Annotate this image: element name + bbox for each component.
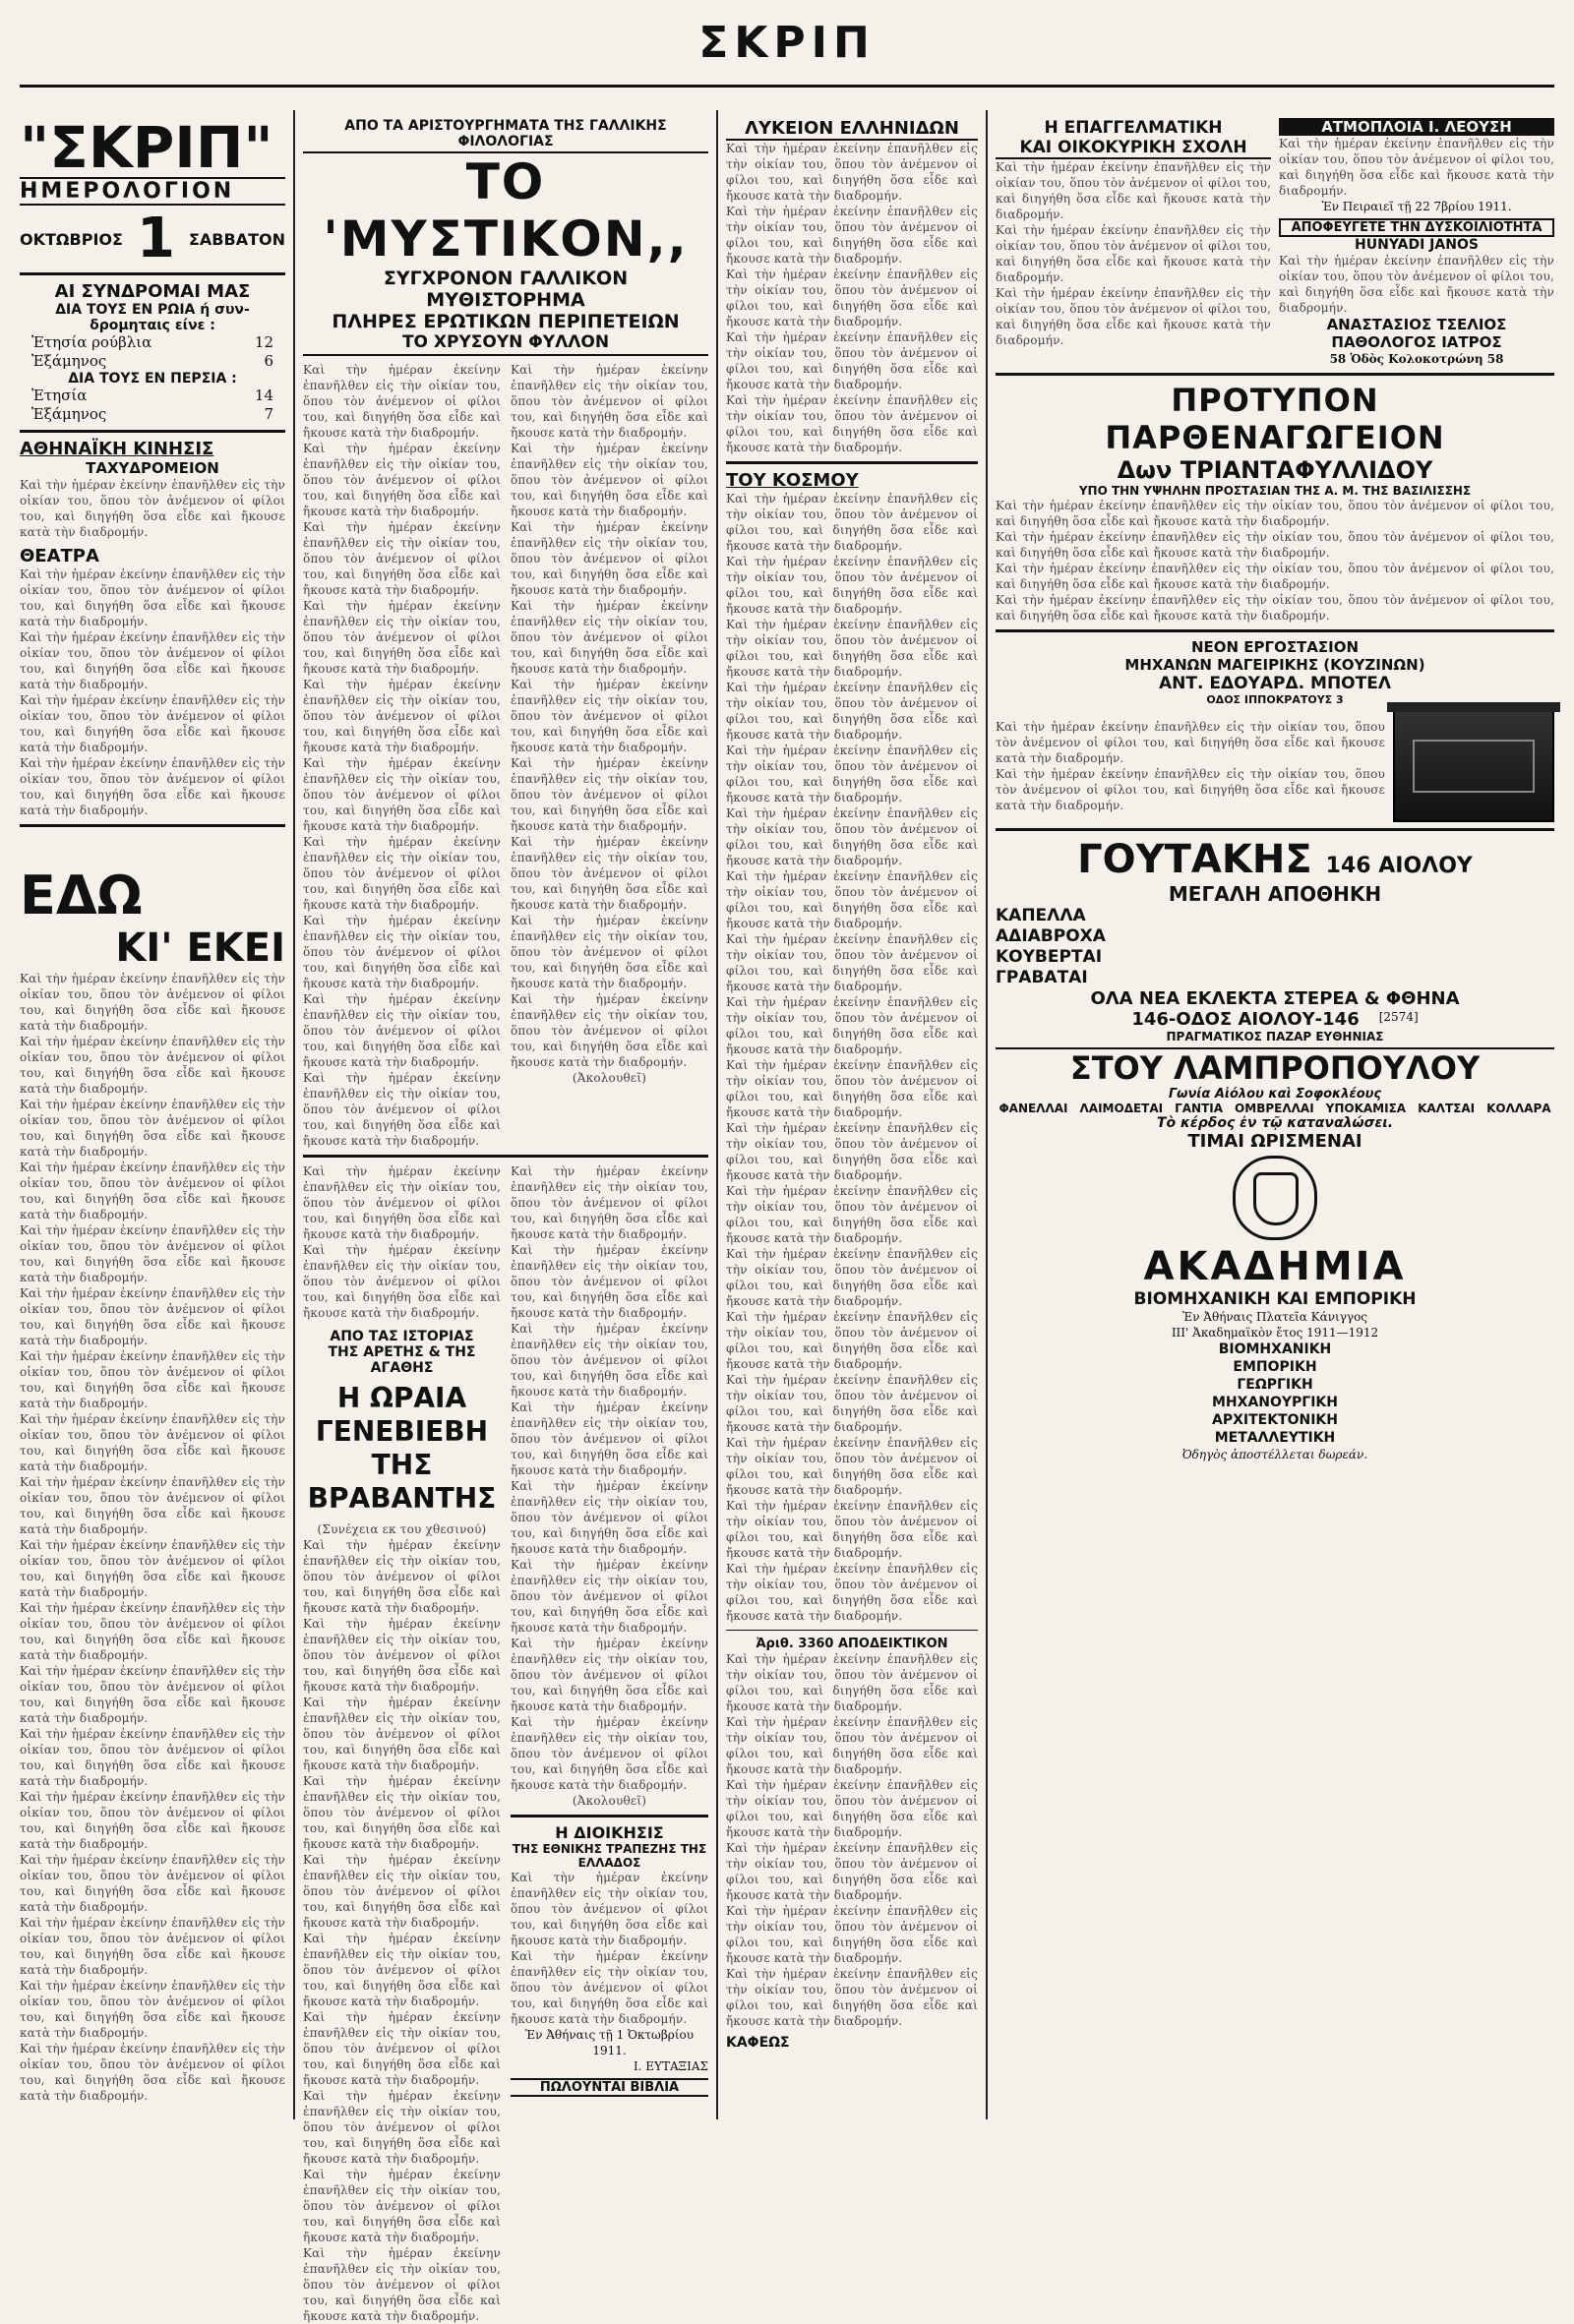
story-kicker: ΑΠΟ ΤΑΣ ΙΣΤΟΡΙΑΣ xyxy=(330,1329,474,1344)
store-item: ΚΟΥΒΕΡΤΑΙ xyxy=(996,947,1103,967)
body-text: Καὶ τὴν ἡμέραν ἐκείνην ἐπανῆλθεν εἰς τὴν οἰκίαν του, ὅπου τὸν ἀνέμενον οἱ φίλοι του, καὶ διηγήθη ὅσα εἶδε καὶ ἤκουσε κατὰ τὴν διαδρομήν. xyxy=(996,530,1554,560)
body-text: Καὶ τὴν ἡμέραν ἐκείνην ἐπανῆλθεν εἰς τὴν οἰκίαν του, ὅπου τὸν ἀνέμενον οἱ φίλοι του, καὶ διηγήθη ὅσα εἶδε καὶ ἤκουσε κατὰ τὴν διαδρομήν. xyxy=(303,1696,501,1772)
body-text: Καὶ τὴν ἡμέραν ἐκείνην ἐπανῆλθεν εἰς τὴν οἰκίαν του, ὅπου τὸν ἀνέμενον οἱ φίλοι του, καὶ διηγήθη ὅσα εἶδε καὶ ἤκουσε κατὰ τὴν διαδρομήν. xyxy=(996,562,1554,591)
column-divider xyxy=(716,110,718,2119)
ferry-ad xyxy=(1279,118,1554,367)
story-note: (Συνέχεια εκ του χθεσινού) xyxy=(317,1522,487,1536)
body-text: Καὶ τὴν ἡμέραν ἐκείνην ἐπανῆλθεν εἰς τὴν οἰκίαν του, ὅπου τὸν ἀνέμενον οἱ φίλοι του, καὶ διηγήθη ὅσα εἶδε καὶ ἤκουσε κατὰ τὴν διαδρομήν. xyxy=(511,363,708,440)
body-text: Καὶ τὴν ἡμέραν ἐκείνην ἐπανῆλθεν εἰς τὴν οἰκίαν του, ὅπου τὸν ἀνέμενον οἱ φίλοι του, καὶ διηγήθη ὅσα εἶδε καὶ ἤκουσε κατὰ τὴν διαδρομήν. xyxy=(303,2168,501,2244)
body-text: Καὶ τὴν ἡμέραν ἐκείνην ἐπανῆλθεν εἰς τὴν οἰκίαν του, ὅπου τὸν ἀνέμενον οἱ φίλοι του, καὶ διηγήθη ὅσα εἶδε καὶ ἤκουσε κατὰ τὴν διαδρομήν. xyxy=(511,1715,708,1792)
kiekei-head: ΚΙ' ΕΚΕΙ xyxy=(115,925,285,971)
academy-list-item: ΜΗΧΑΝΟΥΡΓΙΚΗ xyxy=(1212,1395,1338,1410)
text-column xyxy=(303,362,501,1149)
doctor-title: ΠΑΘΟΛΟΓΟΣ ΙΑΤΡΟΣ xyxy=(1331,333,1502,351)
column-1 xyxy=(20,114,285,2129)
royal-crest-icon xyxy=(1233,1156,1317,1240)
top-ads xyxy=(996,118,1554,367)
body-text: Καὶ τὴν ἡμέραν ἐκείνην ἐπανῆλθεν εἰς τὴν οἰκίαν του, ὅπου τὸν ἀνέμενον οἱ φίλοι του, καὶ διηγήθη ὅσα εἶδε καὶ ἤκουσε κατὰ τὴν διαδρομήν. xyxy=(303,520,501,597)
body-text: Καὶ τὴν ἡμέραν ἐκείνην ἐπανῆλθεν εἰς τὴν οἰκίαν του, ὅπου τὸν ἀνέμενον οἱ φίλοι του, καὶ διηγήθη ὅσα εἶδε καὶ ἤκουσε κατὰ τὴν διαδρομήν. xyxy=(20,1916,285,1977)
feature-deck: ΤΟ ΧΡΥΣΟΥΝ ΦΥΛΛΟΝ xyxy=(303,332,708,356)
store-head: ΜΕΓΑΛΗ ΑΠΟΘΗΚΗ xyxy=(1168,882,1382,906)
story-body xyxy=(303,1163,708,2324)
store-address-row xyxy=(996,1009,1554,1030)
divider xyxy=(20,272,285,275)
school-head: ΚΑΙ ΟΙΚΟΚΥΡΙΚΗ ΣΧΟΛΗ xyxy=(996,138,1271,159)
body-text: Καὶ τὴν ἡμέραν ἐκείνην ἐπανῆλθεν εἰς τὴν οἰκίαν του, ὅπου τὸν ἀνέμενον οἱ φίλοι του, καὶ διηγήθη ὅσα εἶδε καὶ ἤκουσε κατὰ τὴν διαδρομήν. xyxy=(726,995,978,1056)
divider xyxy=(726,461,978,464)
date-day: 1 xyxy=(136,207,175,270)
divider xyxy=(996,828,1554,831)
body-text: Καὶ τὴν ἡμέραν ἐκείνην ἐπανῆλθεν εἰς τὴν οἰκίαν του, ὅπου τὸν ἀνέμενον οἱ φίλοι του, καὶ διηγήθη ὅσα εἶδε καὶ ἤκουσε κατὰ τὴν διαδρομήν. xyxy=(511,1400,708,1477)
body-text: Καὶ τὴν ἡμέραν ἐκείνην ἐπανῆλθεν εἰς τὴν οἰκίαν του, ὅπου τὸν ἀνέμενον οἱ φίλοι του, καὶ διηγήθη ὅσα εἶδε καὶ ἤκουσε κατὰ τὴν διαδρομήν. xyxy=(303,1071,501,1148)
body-text: Καὶ τὴν ἡμέραν ἐκείνην ἐπανῆλθεν εἰς τὴν οἰκίαν του, ὅπου τὸν ἀνέμενον οἱ φίλοι του, καὶ διηγήθη ὅσα εἶδε καὶ ἤκουσε κατὰ τὴν διαδρομήν. xyxy=(726,492,978,553)
store-subline: ΠΡΑΓΜΑΤΙΚΟΣ ΠΑΖΑΡ ΕΥΘΗΝΙΑΣ xyxy=(1166,1030,1384,1043)
academy-footer: Ὀδηγὸς ἀποστέλλεται δωρεάν. xyxy=(1181,1448,1368,1461)
body-text: Καὶ τὴν ἡμέραν ἐκείνην ἐπανῆλθεν εἰς τὴν οἰκίαν του, ὅπου τὸν ἀνέμενον οἱ φίλοι του, καὶ διηγήθη ὅσα εἶδε καὶ ἤκουσε κατὰ τὴν διαδρομήν. xyxy=(20,567,285,628)
school-head: Η ΕΠΑΓΓΕΛΜΑΤΙΚΗ xyxy=(1044,118,1223,138)
body-text: Καὶ τὴν ἡμέραν ἐκείνην ἐπανῆλθεν εἰς τὴν οἰκίαν του, ὅπου τὸν ἀνέμενον οἱ φίλοι του, καὶ διηγήθη ὅσα εἶδε καὶ ἤκουσε κατὰ τὴν διαδρομήν. xyxy=(726,1652,978,1713)
body-text: Καὶ τὴν ἡμέραν ἐκείνην ἐπανῆλθεν εἰς τὴν οἰκίαν του, ὅπου τὸν ἀνέμενον οἱ φίλοι του, καὶ διηγήθη ὅσα εἶδε καὶ ἤκουσε κατὰ τὴν διαδρομήν. xyxy=(996,160,1271,221)
body-text: Καὶ τὴν ἡμέραν ἐκείνην ἐπανῆλθεν εἰς τὴν οἰκίαν του, ὅπου τὸν ἀνέμενον οἱ φίλοι του, καὶ διηγήθη ὅσα εἶδε καὶ ἤκουσε κατὰ τὴν διαδρομήν. xyxy=(996,767,1385,812)
stove-head: ΝΕΟΝ ΕΡΓΟΣΤΑΣΙΟΝ xyxy=(1190,638,1360,656)
body-text: Καὶ τὴν ἡμέραν ἐκείνην ἐπανῆλθεν εἰς τὴν οἰκίαν του, ὅπου τὸν ἀνέμενον οἱ φίλοι του, καὶ διηγήθη ὅσα εἶδε καὶ ἤκουσε κατὰ τὴν διαδρομήν. xyxy=(726,1310,978,1371)
body-text: Καὶ τὴν ἡμέραν ἐκείνην ἐπανῆλθεν εἰς τὴν οἰκίαν του, ὅπου τὸν ἀνέμενον οἱ φίλοι του, καὶ διηγήθη ὅσα εἶδε καὶ ἤκουσε κατὰ τὴν διαδρομήν. xyxy=(303,2089,501,2166)
body-text: Καὶ τὴν ἡμέραν ἐκείνην ἐπανῆλθεν εἰς τὴν οἰκίαν του, ὅπου τὸν ἀνέμενον οἱ φίλοι του, καὶ διηγήθη ὅσα εἶδε καὶ ἤκουσε κατὰ τὴν διαδρομήν. xyxy=(20,2042,285,2103)
feature-headline: ΤΟ 'ΜΥΣΤΙΚΟΝ,, xyxy=(323,153,689,268)
date-weekday: ΣΑΒΒΑΤΟΝ xyxy=(188,229,285,249)
body-text: Καὶ τὴν ἡμέραν ἐκείνην ἐπανῆλθεν εἰς τὴν οἰκίαν του, ὅπου τὸν ἀνέμενον οἱ φίλοι του, καὶ διηγήθη ὅσα εἶδε καὶ ἤκουσε κατὰ τὴν διαδρομήν. xyxy=(726,205,978,266)
body-text: Καὶ τὴν ἡμέραν ἐκείνην ἐπανῆλθεν εἰς τὴν οἰκίαν του, ὅπου τὸν ἀνέμενον οἱ φίλοι του, καὶ διηγήθη ὅσα εἶδε καὶ ἤκουσε κατὰ τὴν διαδρομήν. xyxy=(303,1932,501,2008)
academy-subtitle: ΒΙΟΜΗΧΑΝΙΚΗ ΚΑΙ ΕΜΠΟΡΙΚΗ xyxy=(1133,1289,1417,1309)
body-text: Καὶ τὴν ἡμέραν ἐκείνην ἐπανῆλθεν εἰς τὴν οἰκίαν του, ὅπου τὸν ἀνέμενον οἱ φίλοι του, καὶ διηγήθη ὅσα εἶδε καὶ ἤκουσε κατὰ τὴν διαδρομήν. xyxy=(303,835,501,912)
lambropoulou-prices: ΤΙΜΑΙ ΩΡΙΣΜΕΝΑΙ xyxy=(1187,1131,1362,1152)
column-4 xyxy=(996,118,1554,2129)
masthead xyxy=(0,0,1574,116)
store-item: ΚΑΠΕΛΛΑ xyxy=(996,906,1086,925)
bank-head: Η ΔΙΟΙΚΗΣΙΣ xyxy=(555,1823,664,1842)
stove-head: ΑΝΤ. ΕΔΟΥΑΡΔ. ΜΠΟΤΕΛ xyxy=(1159,674,1391,693)
continue-note: (Ἀκολουθεῖ) xyxy=(572,1794,647,1808)
body-text: Καὶ τὴν ἡμέραν ἐκείνην ἐπανῆλθεν εἰς τὴν οἰκίαν του, ὅπου τὸν ἀνέμενον οἱ φίλοι του, καὶ διηγήθη ὅσα εἶδε καὶ ἤκουσε κατὰ τὴν διαδρομήν. xyxy=(726,1247,978,1308)
doctor-address: 58 Ὁδὸς Κολοκοτρώνη 58 xyxy=(1329,352,1504,366)
academy-list-item: ΓΕΩΡΓΙΚΗ xyxy=(1237,1377,1313,1393)
body-text: Καὶ τὴν ἡμέραν ἐκείνην ἐπανῆλθεν εἰς τὴν οἰκίαν του, ὅπου τὸν ἀνέμενον οἱ φίλοι του, καὶ διηγήθη ὅσα εἶδε καὶ ἤκουσε κατὰ τὴν διαδρομήν. xyxy=(20,1538,285,1599)
school2-name: Δων ΤΡΙΑΝΤΑΦΥΛΛΙΔΟΥ xyxy=(1117,456,1433,484)
body-text: Καὶ τὴν ἡμέραν ἐκείνην ἐπανῆλθεν εἰς τὴν οἰκίαν του, ὅπου τὸν ἀνέμενον οἱ φίλοι του, καὶ διηγήθη ὅσα εἶδε καὶ ἤκουσε κατὰ τὴν διαδρομήν. xyxy=(303,914,501,990)
body-text: Καὶ τὴν ἡμέραν ἐκείνην ἐπανῆλθεν εἰς τὴν οἰκίαν του, ὅπου τὸν ἀνέμενον οἱ φίλοι του, καὶ διηγήθη ὅσα εἶδε καὶ ἤκουσε κατὰ τὴν διαδρομήν. xyxy=(20,1223,285,1284)
stove-address: ΟΔΟΣ ΙΠΠΟΚΡΑΤΟΥΣ 3 xyxy=(1206,693,1344,706)
body-text: Καὶ τὴν ἡμέραν ἐκείνην ἐπανῆλθεν εἰς τὴν οἰκίαν του, ὅπου τὸν ἀνέμενον οἱ φίλοι του, καὶ διηγήθη ὅσα εἶδε καὶ ἤκουσε κατὰ τὴν διαδρομήν. xyxy=(726,1562,978,1623)
divider xyxy=(726,1630,978,1631)
body-text: Καὶ τὴν ἡμέραν ἐκείνην ἐπανῆλθεν εἰς τὴν οἰκίαν του, ὅπου τὸν ἀνέμενον οἱ φίλοι του, καὶ διηγήθη ὅσα εἶδε καὶ ἤκουσε κατὰ τὴν διαδρομήν. xyxy=(511,1479,708,1556)
body-text: Καὶ τὴν ἡμέραν ἐκείνην ἐπανῆλθεν εἰς τὴν οἰκίαν του, ὅπου τὸν ἀνέμενον οἱ φίλοι του, καὶ διηγήθη ὅσα εἶδε καὶ ἤκουσε κατὰ τὴν διαδρομήν. xyxy=(20,1601,285,1662)
avoid-head: ΑΠΟΦΕΥΓΕΤΕ ΤΗΝ ΔΥΣΚΟΙΛΙΟΤΗΤΑ xyxy=(1279,218,1554,237)
subs-line: δρομηταις είνε : xyxy=(90,318,215,333)
body-text: Καὶ τὴν ἡμέραν ἐκείνην ἐπανῆλθεν εἰς τὴν οἰκίαν του, ὅπου τὸν ἀνέμενον οἱ φίλοι του, καὶ διηγήθη ὅσα εἶδε καὶ ἤκουσε κατὰ τὴν διαδρομήν. xyxy=(20,1412,285,1473)
body-text: Καὶ τὴν ἡμέραν ἐκείνην ἐπανῆλθεν εἰς τὴν οἰκίαν του, ὅπου τὸν ἀνέμενον οἱ φίλοι του, καὶ διηγήθη ὅσα εἶδε καὶ ἤκουσε κατὰ τὴν διαδρομήν. xyxy=(511,756,708,833)
nameplate: "ΣΚΡΙΠ" xyxy=(20,114,273,181)
section-kinisis: ΑΘΗΝΑΪΚΗ ΚΙΝΗΣΙΣ xyxy=(20,439,214,459)
divider xyxy=(20,430,285,433)
body-text: Καὶ τὴν ἡμέραν ἐκείνην ἐπανῆλθεν εἰς τὴν οἰκίαν του, ὅπου τὸν ἀνέμενον οἱ φίλοι του, καὶ διηγήθη ὅσα εἶδε καὶ ἤκουσε κατὰ τὴν διαδρομήν. xyxy=(20,478,285,539)
body-text: Καὶ τὴν ἡμέραν ἐκείνην ἐπανῆλθεν εἰς τὴν οἰκίαν του, ὅπου τὸν ἀνέμενον οἱ φίλοι του, καὶ διηγήθη ὅσα εἶδε καὶ ἤκουσε κατὰ τὴν διαδρομήν. xyxy=(511,1871,708,1947)
body-text: Καὶ τὴν ἡμέραν ἐκείνην ἐπανῆλθεν εἰς τὴν οἰκίαν του, ὅπου τὸν ἀνέμενον οἱ φίλοι του, καὶ διηγήθη ὅσα εἶδε καὶ ἤκουσε κατὰ τὴν διαδρομήν. xyxy=(996,223,1271,284)
masthead-rule xyxy=(20,85,1554,88)
continue-note: (Ἀκολουθεῖ) xyxy=(572,1071,647,1085)
edo-head: ΕΔΩ xyxy=(20,864,143,926)
body-text: Καὶ τὴν ἡμέραν ἐκείνην ἐπανῆλθεν εἰς τὴν οἰκίαν του, ὅπου τὸν ἀνέμενον οἱ φίλοι του, καὶ διηγήθη ὅσα εἶδε καὶ ἤκουσε κατὰ τὴν διαδρομήν. xyxy=(303,756,501,833)
divider xyxy=(511,1815,708,1817)
body-text: Καὶ τὴν ἡμέραν ἐκείνην ἐπανῆλθεν εἰς τὴν οἰκίαν του, ὅπου τὸν ἀνέμενον οἱ φίλοι του, καὶ διηγήθη ὅσα εἶδε καὶ ἤκουσε κατὰ τὴν διαδρομήν. xyxy=(1279,137,1554,198)
body-text: Καὶ τὴν ἡμέραν ἐκείνην ἐπανῆλθεν εἰς τὴν οἰκίαν του, ὅπου τὸν ἀνέμενον οἱ φίλοι του, καὶ διηγήθη ὅσα εἶδε καὶ ἤκουσε κατὰ τὴν διαδρομήν. xyxy=(20,693,285,754)
body-text: Καὶ τὴν ἡμέραν ἐκείνην ἐπανῆλθεν εἰς τὴν οἰκίαν του, ὅπου τὸν ἀνέμενον οἱ φίλοι του, καὶ διηγήθη ὅσα εἶδε καὶ ἤκουσε κατὰ τὴν διαδρομήν. xyxy=(726,330,978,391)
bank-deck: ΤΗΣ ΕΘΝΙΚΗΣ ΤΡΑΠΕΖΗΣ ΤΗΣ ΕΛΛΑΔΟΣ xyxy=(512,1842,707,1870)
academy-location: Ἐν Ἀθήναις Πλατεῖα Κάνιγγος xyxy=(1181,1310,1368,1324)
body-text: Καὶ τὴν ἡμέραν ἐκείνην ἐπανῆλθεν εἰς τὴν οἰκίαν του, ὅπου τὸν ἀνέμενον οἱ φίλοι του, καὶ διηγήθη ὅσα εἶδε καὶ ἤκουσε κατὰ τὴν διαδρομήν. xyxy=(511,599,708,676)
column-3 xyxy=(726,118,978,2129)
body-text: Καὶ τὴν ἡμέραν ἐκείνην ἐπανῆλθεν εἰς τὴν οἰκίαν του, ὅπου τὸν ἀνέμενον οἱ φίλοι του, καὶ διηγήθη ὅσα εἶδε καὶ ἤκουσε κατὰ τὴν διαδρομήν. xyxy=(20,972,285,1033)
body-text: Καὶ τὴν ἡμέραν ἐκείνην ἐπανῆλθεν εἰς τὴν οἰκίαν του, ὅπου τὸν ἀνέμενον οἱ φίλοι του, καὶ διηγήθη ὅσα εἶδε καὶ ἤκουσε κατὰ τὴν διαδρομήν. xyxy=(20,1286,285,1347)
lyceum-head: ΛΥΚΕΙΟΝ ΕΛΛΗΝΙΔΩΝ xyxy=(726,118,978,141)
bank-notice: Ἀριθ. 3360 ΑΠΟΔΕΙΚΤΙΚΟΝ xyxy=(756,1637,948,1651)
stove-ad-body xyxy=(996,710,1554,822)
divider xyxy=(303,1155,708,1158)
store-address: 146-ΟΔΟΣ ΑΙΟΛΟΥ-146 xyxy=(1131,1009,1360,1030)
body-text: Καὶ τὴν ἡμέραν ἐκείνην ἐπανῆλθεν εἰς τὴν οἰκίαν του, ὅπου τὸν ἀνέμενον οἱ φίλοι του, καὶ διηγήθη ὅσα εἶδε καὶ ἤκουσε κατὰ τὴν διαδρομήν. xyxy=(726,618,978,679)
body-text: Καὶ τὴν ἡμέραν ἐκείνην ἐπανῆλθεν εἰς τὴν οἰκίαν του, ὅπου τὸν ἀνέμενον οἱ φίλοι του, καὶ διηγήθη ὅσα εἶδε καὶ ἤκουσε κατὰ τὴν διαδρομήν. xyxy=(726,744,978,804)
kosmou-head: ΤΟΥ ΚΟΣΜΟΥ xyxy=(726,470,859,491)
body-text: Καὶ τὴν ἡμέραν ἐκείνην ἐπανῆλθεν εἰς τὴν οἰκίαν του, ὅπου τὸν ἀνέμενον οἱ φίλοι του, καὶ διηγήθη ὅσα εἶδε καὶ ἤκουσε κατὰ τὴν διαδρομήν. xyxy=(20,1098,285,1159)
body-text: Καὶ τὴν ἡμέραν ἐκείνην ἐπανῆλθεν εἰς τὴν οἰκίαν του, ὅπου τὸν ἀνέμενον οἱ φίλοι του, καὶ διηγήθη ὅσα εἶδε καὶ ἤκουσε κατὰ τὴν διαδρομήν. xyxy=(726,1373,978,1434)
body-text: Καὶ τὴν ἡμέραν ἐκείνην ἐπανῆλθεν εἰς τὴν οἰκίαν του, ὅπου τὸν ἀνέμενον οἱ φίλοι του, καὶ διηγήθη ὅσα εἶδε καὶ ἤκουσε κατὰ τὴν διαδρομήν. xyxy=(20,1349,285,1410)
body-text: Καὶ τὴν ἡμέραν ἐκείνην ἐπανῆλθεν εἰς τὴν οἰκίαν του, ὅπου τὸν ἀνέμενον οἱ φίλοι του, καὶ διηγήθη ὅσα εἶδε καὶ ἤκουσε κατὰ τὴν διαδρομήν. xyxy=(303,599,501,676)
bank-sign: Ι. ΕΥΤΑΞΙΑΣ xyxy=(633,2059,708,2073)
sub-row: Ἑξάμηνος 7 xyxy=(31,405,273,423)
school2-patron: ΥΠΟ ΤΗΝ ΥΨΗΛΗΝ ΠΡΟΣΤΑΣΙΑΝ ΤΗΣ Α. Μ. ΤΗΣ ΒΑΣΙΛΙΣΣΗΣ xyxy=(1078,484,1472,498)
ferry-date: Ἐν Πειραιεῖ τῇ 22 7βρίου 1911. xyxy=(1321,200,1512,213)
body-text: Καὶ τὴν ἡμέραν ἐκείνην ἐπανῆλθεν εἰς τὴν οἰκίαν του, ὅπου τὸν ἀνέμενον οἱ φίλοι του, καὶ διηγήθη ὅσα εἶδε καὶ ἤκουσε κατὰ τὴν διαδρομήν. xyxy=(511,1164,708,1241)
store-item: ΑΔΙΑΒΡΟΧΑ xyxy=(996,926,1106,946)
list-item: ΚΑΛΤΣΑΙ xyxy=(1418,1102,1476,1115)
store-item: ΓΡΑΒΑΤΑΙ xyxy=(996,968,1088,987)
feature-body xyxy=(303,362,708,1149)
body-text: Καὶ τὴν ἡμέραν ἐκείνην ἐπανῆλθεν εἰς τὴν οἰκίαν του, ὅπου τὸν ἀνέμενον οἱ φίλοι του, καὶ διηγήθη ὅσα εἶδε καὶ ἤκουσε κατὰ τὴν διαδρομήν. xyxy=(20,1853,285,1914)
goutakis-address: 146 ΑΙΟΛΟΥ xyxy=(1325,854,1473,878)
body-text: Καὶ τὴν ἡμέραν ἐκείνην ἐπανῆλθεν εἰς τὴν οἰκίαν του, ὅπου τὸν ἀνέμενον οἱ φίλοι του, καὶ διηγήθη ὅσα εἶδε καὶ ἤκουσε κατὰ τὴν διαδρομήν. xyxy=(726,1778,978,1839)
doctor-name: ΑΝΑΣΤΑΣΙΟΣ ΤΣΕΛΙΟΣ xyxy=(1326,316,1507,333)
body-text: Καὶ τὴν ἡμέραν ἐκείνην ἐπανῆλθεν εἰς τὴν οἰκίαν του, ὅπου τὸν ἀνέμενον οἱ φίλοι του, καὶ διηγήθη ὅσα εἶδε καὶ ἤκουσε κατὰ τὴν διαδρομήν. xyxy=(726,1499,978,1560)
school-ad xyxy=(996,118,1271,367)
body-text: Καὶ τὴν ἡμέραν ἐκείνην ἐπανῆλθεν εἰς τὴν οἰκίαν του, ὅπου τὸν ἀνέμενον οἱ φίλοι του, καὶ διηγήθη ὅσα εἶδε καὶ ἤκουσε κατὰ τὴν διαδρομήν. xyxy=(20,1475,285,1536)
body-text: Καὶ τὴν ἡμέραν ἐκείνην ἐπανῆλθεν εἰς τὴν οἰκίαν του, ὅπου τὸν ἀνέμενον οἱ φίλοι του, καὶ διηγήθη ὅσα εἶδε καὶ ἤκουσε κατὰ τὴν διαδρομήν. xyxy=(303,1774,501,1851)
body-text: Καὶ τὴν ἡμέραν ἐκείνην ἐπανῆλθεν εἰς τὴν οἰκίαν του, ὅπου τὸν ἀνέμενον οἱ φίλοι του, καὶ διηγήθη ὅσα εἶδε καὶ ἤκουσε κατὰ τὴν διαδρομήν. xyxy=(726,1436,978,1497)
body-text: Καὶ τὴν ἡμέραν ἐκείνην ἐπανῆλθεν εἰς τὴν οἰκίαν του, ὅπου τὸν ἀνέμενον οἱ φίλοι του, καὶ διηγήθη ὅσα εἶδε καὶ ἤκουσε κατὰ τὴν διαδρομήν. xyxy=(20,1035,285,1096)
body-text: Καὶ τὴν ἡμέραν ἐκείνην ἐπανῆλθεν εἰς τὴν οἰκίαν του, ὅπου τὸν ἀνέμενον οἱ φίλοι του, καὶ διηγήθη ὅσα εἶδε καὶ ἤκουσε κατὰ τὴν διαδρομήν. xyxy=(20,1727,285,1788)
divider xyxy=(20,824,285,827)
goutakis-name: ΓΟΥΤΑΚΗΣ xyxy=(1077,837,1312,882)
sub-row: Ἑξάμηνος 6 xyxy=(31,352,273,370)
kafeos-head: ΚΑΦΕΩΣ xyxy=(726,2035,790,2051)
feature-deck: ΠΛΗΡΕΣ ΕΡΩΤΙΚΩΝ ΠΕΡΙΠΕΤΕΙΩΝ xyxy=(332,311,680,332)
body-text: Καὶ τὴν ἡμέραν ἐκείνην ἐπανῆλθεν εἰς τὴν οἰκίαν του, ὅπου τὸν ἀνέμενον οἱ φίλοι του, καὶ διηγήθη ὅσα εἶδε καὶ ἤκουσε κατὰ τὴν διαδρομήν. xyxy=(996,593,1554,623)
stove-illustration xyxy=(1393,710,1554,822)
sub-rows xyxy=(20,333,285,371)
section-theatre: ΘΕΑΤΡΑ xyxy=(20,546,99,566)
body-text: Καὶ τὴν ἡμέραν ἐκείνην ἐπανῆλθεν εἰς τὴν οἰκίαν του, ὅπου τὸν ἀνέμενον οἱ φίλοι του, καὶ διηγήθη ὅσα εἶδε καὶ ἤκουσε κατὰ τὴν διαδρομήν. xyxy=(511,992,708,1069)
sub-row: Ἐτησία 14 xyxy=(31,387,273,404)
academy-list-item: ΜΕΤΑΛΛΕΥΤΙΚΗ xyxy=(1214,1430,1336,1446)
feature-deck: ΣΥΓΧΡΟΝΟΝ ΓΑΛΛΙΚΟΝ ΜΥΘΙΣΤΟΡΗΜΑ xyxy=(383,268,629,311)
body-text: Καὶ τὴν ἡμέραν ἐκείνην ἐπανῆλθεν εἰς τὴν οἰκίαν του, ὅπου τὸν ἀνέμενον οἱ φίλοι του, καὶ διηγήθη ὅσα εἶδε καὶ ἤκουσε κατὰ τὴν διαδρομήν. xyxy=(303,678,501,754)
text-column xyxy=(511,1163,708,2324)
body-text: Καὶ τὴν ἡμέραν ἐκείνην ἐπανῆλθεν εἰς τὴν οἰκίαν του, ὅπου τὸν ἀνέμενον οἱ φίλοι του, καὶ διηγήθη ὅσα εἶδε καὶ ἤκουσε κατὰ τὴν διαδρομήν. xyxy=(303,1243,501,1320)
divider xyxy=(996,629,1554,632)
body-text: Καὶ τὴν ἡμέραν ἐκείνην ἐπανῆλθεν εἰς τὴν οἰκίαν του, ὅπου τὸν ἀνέμενον οἱ φίλοι του, καὶ διηγήθη ὅσα εἶδε καὶ ἤκουσε κατὰ τὴν διαδρομήν. xyxy=(996,499,1554,528)
body-text: Καὶ τὴν ἡμέραν ἐκείνην ἐπανῆλθεν εἰς τὴν οἰκίαν του, ὅπου τὸν ἀνέμενον οἱ φίλοι του, καὶ διηγήθη ὅσα εἶδε καὶ ἤκουσε κατὰ τὴν διαδρομήν. xyxy=(996,720,1385,765)
sub-rows xyxy=(20,387,285,424)
body-text: Καὶ τὴν ἡμέραν ἐκείνην ἐπανῆλθεν εἰς τὴν οἰκίαν του, ὅπου τὸν ἀνέμενον οἱ φίλοι του, καὶ διηγήθη ὅσα εἶδε καὶ ἤκουσε κατὰ τὴν διαδρομήν. xyxy=(511,678,708,754)
body-text: Καὶ τὴν ἡμέραν ἐκείνην ἐπανῆλθεν εἰς τὴν οἰκίαν του, ὅπου τὸν ἀνέμενον οἱ φίλοι του, καὶ διηγήθη ὅσα εἶδε καὶ ἤκουσε κατὰ τὴν διαδρομήν. xyxy=(20,1979,285,2040)
body-text: Καὶ τὴν ἡμέραν ἐκείνην ἐπανῆλθεν εἰς τὴν οἰκίαν του, ὅπου τὸν ἀνέμενον οἱ φίλοι του, καὶ διηγήθη ὅσα εἶδε καὶ ἤκουσε κατὰ τὴν διαδρομήν. xyxy=(726,142,978,203)
bank-date: Ἐν Ἀθήναις τῇ 1 Ὀκτωβρίου 1911. xyxy=(524,2028,695,2057)
list-item: ΦΑΝΕΛΛΑΙ xyxy=(999,1102,1068,1115)
body-text: Καὶ τὴν ἡμέραν ἐκείνην ἐπανῆλθεν εἰς τὴν οἰκίαν του, ὅπου τὸν ἀνέμενον οἱ φίλοι του, καὶ διηγήθη ὅσα εἶδε καὶ ἤκουσε κατὰ τὴν διαδρομήν. xyxy=(726,681,978,742)
nameplate-subtitle: ΗΜΕΡΟΛΟΓΙΟΝ xyxy=(20,177,285,206)
divider xyxy=(996,373,1554,376)
body-text: Καὶ τὴν ἡμέραν ἐκείνην ἐπανῆλθεν εἰς τὴν οἰκίαν του, ὅπου τὸν ἀνέμενον οἱ φίλοι του, καὶ διηγήθη ὅσα εἶδε καὶ ἤκουσε κατὰ τὴν διαδρομήν. xyxy=(726,555,978,616)
body-text: Καὶ τὴν ἡμέραν ἐκείνην ἐπανῆλθεν εἰς τὴν οἰκίαν του, ὅπου τὸν ἀνέμενον οἱ φίλοι του, καὶ διηγήθη ὅσα εἶδε καὶ ἤκουσε κατὰ τὴν διαδρομήν. xyxy=(726,268,978,328)
body-text: Καὶ τὴν ἡμέραν ἐκείνην ἐπανῆλθεν εἰς τὴν οἰκίαν του, ὅπου τὸν ἀνέμενον οἱ φίλοι του, καὶ διηγήθη ὅσα εἶδε καὶ ἤκουσε κατὰ τὴν διαδρομήν. xyxy=(726,393,978,454)
goutakis-head xyxy=(996,837,1554,882)
body-text: Καὶ τὴν ἡμέραν ἐκείνην ἐπανῆλθεν εἰς τὴν οἰκίαν του, ὅπου τὸν ἀνέμενον οἱ φίλοι του, καὶ διηγήθη ὅσα εἶδε καὶ ἤκουσε κατὰ τὴν διαδρομήν. xyxy=(20,756,285,817)
hunyadi-name: HUNYADI JANOS xyxy=(1355,237,1479,253)
body-text: Καὶ τὴν ἡμέραν ἐκείνην ἐπανῆλθεν εἰς τὴν οἰκίαν του, ὅπου τὸν ἀνέμενον οἱ φίλοι του, καὶ διηγήθη ὅσα εἶδε καὶ ἤκουσε κατὰ τὴν διαδρομήν. xyxy=(303,2246,501,2323)
list-item: ΟΜΒΡΕΛΛΑΙ xyxy=(1235,1102,1314,1115)
body-text: Καὶ τὴν ἡμέραν ἐκείνην ἐπανῆλθεν εἰς τὴν οἰκίαν του, ὅπου τὸν ἀνέμενον οἱ φίλοι του, καὶ διηγήθη ὅσα εἶδε καὶ ἤκουσε κατὰ τὴν διαδρομήν. xyxy=(726,869,978,930)
column-2 xyxy=(303,118,708,2323)
body-text: Καὶ τὴν ἡμέραν ἐκείνην ἐπανῆλθεν εἰς τὴν οἰκίαν του, ὅπου τὸν ἀνέμενον οἱ φίλοι του, καὶ διηγήθη ὅσα εἶδε καὶ ἤκουσε κατὰ τὴν διαδρομήν. xyxy=(20,1790,285,1851)
body-text: Καὶ τὴν ἡμέραν ἐκείνην ἐπανῆλθεν εἰς τὴν οἰκίαν του, ὅπου τὸν ἀνέμενον οἱ φίλοι του, καὶ διηγήθη ὅσα εἶδε καὶ ἤκουσε κατὰ τὴν διαδρομήν. xyxy=(511,1558,708,1635)
list-item: ΓΑΝΤΙΑ xyxy=(1175,1102,1224,1115)
body-text: Καὶ τὴν ἡμέραν ἐκείνην ἐπανῆλθεν εἰς τὴν οἰκίαν του, ὅπου τὸν ἀνέμενον οἱ φίλοι του, καὶ διηγήθη ὅσα εἶδε καὶ ἤκουσε κατὰ τὴν διαδρομήν. xyxy=(726,806,978,867)
column-divider xyxy=(986,110,988,2119)
section-post: ΤΑΧΥΔΡΟΜΕΙΟΝ xyxy=(86,459,219,477)
body-text: Καὶ τὴν ἡμέραν ἐκείνην ἐπανῆλθεν εἰς τὴν οἰκίαν του, ὅπου τὸν ἀνέμενον οἱ φίλοι του, καὶ διηγήθη ὅσα εἶδε καὶ ἤκουσε κατὰ τὴν διαδρομήν. xyxy=(20,1664,285,1725)
body-text: Καὶ τὴν ἡμέραν ἐκείνην ἐπανῆλθεν εἰς τὴν οἰκίαν του, ὅπου τὸν ἀνέμενον οἱ φίλοι του, καὶ διηγήθη ὅσα εἶδε καὶ ἤκουσε κατὰ τὴν διαδρομήν. xyxy=(996,286,1271,347)
academy-list-item: ΒΙΟΜΗΧΑΝΙΚΗ xyxy=(1218,1341,1332,1357)
body-text: Καὶ τὴν ἡμέραν ἐκείνην ἐπανῆλθεν εἰς τὴν οἰκίαν του, ὅπου τὸν ἀνέμενον οἱ φίλοι του, καὶ διηγήθη ὅσα εἶδε καὶ ἤκουσε κατὰ τὴν διαδρομήν. xyxy=(20,1161,285,1222)
body-text: Καὶ τὴν ἡμέραν ἐκείνην ἐπανῆλθεν εἰς τὴν οἰκίαν του, ὅπου τὸν ἀνέμενον οἱ φίλοι του, καὶ διηγήθη ὅσα εἶδε καὶ ἤκουσε κατὰ τὴν διαδρομήν. xyxy=(726,1121,978,1182)
body-text: Καὶ τὴν ἡμέραν ἐκείνην ἐπανῆλθεν εἰς τὴν οἰκίαν του, ὅπου τὸν ἀνέμενον οἱ φίλοι του, καὶ διηγήθη ὅσα εἶδε καὶ ἤκουσε κατὰ τὴν διαδρομήν. xyxy=(511,835,708,912)
date-block xyxy=(20,207,285,270)
story-deck: ΤΗΣ ΑΡΕΤΗΣ & ΤΗΣ ΑΓΑΘΗΣ xyxy=(328,1344,476,1376)
sale-strip: ΠΩΛΟΥΝΤΑΙ ΒΙΒΛΙΑ xyxy=(511,2078,708,2097)
body-text: Καὶ τὴν ἡμέραν ἐκείνην ἐπανῆλθεν εἰς τὴν οἰκίαν του, ὅπου τὸν ἀνέμενον οἱ φίλοι του, καὶ διηγήθη ὅσα εἶδε καὶ ἤκουσε κατὰ τὴν διαδρομήν. xyxy=(726,1967,978,2028)
academy-head: ΑΚΑΔΗΜΙΑ xyxy=(1143,1244,1407,1289)
body-text: Καὶ τὴν ἡμέραν ἐκείνην ἐπανῆλθεν εἰς τὴν οἰκίαν του, ὅπου τὸν ἀνέμενον οἱ φίλοι του, καὶ διηγήθη ὅσα εἶδε καὶ ἤκουσε κατὰ τὴν διαδρομήν. xyxy=(511,1637,708,1713)
sub-row: Ἐτησία ρούβλια 12 xyxy=(31,333,273,351)
school2-head: ΠΡΟΤΥΠΟΝ ΠΑΡΘΕΝΑΓΩΓΕΙΟΝ xyxy=(1105,382,1445,456)
column-divider xyxy=(293,110,295,2119)
body-text: Καὶ τὴν ἡμέραν ἐκείνην ἐπανῆλθεν εἰς τὴν οἰκίαν του, ὅπου τὸν ἀνέμενον οἱ φίλοι του, καὶ διηγήθη ὅσα εἶδε καὶ ἤκουσε κατὰ τὴν διαδρομήν. xyxy=(511,1949,708,2026)
body-text: Καὶ τὴν ἡμέραν ἐκείνην ἐπανῆλθεν εἰς τὴν οἰκίαν του, ὅπου τὸν ἀνέμενον οἱ φίλοι του, καὶ διηγήθη ὅσα εἶδε καὶ ἤκουσε κατὰ τὴν διαδρομήν. xyxy=(511,442,708,518)
list-item: ΛΑΙΜΟΔΕΤΑΙ xyxy=(1079,1102,1164,1115)
stove-text xyxy=(996,719,1385,813)
store-tagline: ΟΛΑ ΝΕΑ ΕΚΛΕΚΤΑ ΣΤΕΡΕΑ & ΦΘΗΝΑ xyxy=(1090,988,1460,1009)
body-text: Καὶ τὴν ἡμέραν ἐκείνην ἐπανῆλθεν εἰς τὴν οἰκίαν του, ὅπου τὸν ἀνέμενον οἱ φίλοι του, καὶ διηγήθη ὅσα εἶδε καὶ ἤκουσε κατὰ τὴν διαδρομήν. xyxy=(726,932,978,993)
body-text: Καὶ τὴν ἡμέραν ἐκείνην ἐπανῆλθεν εἰς τὴν οἰκίαν του, ὅπου τὸν ἀνέμενον οἱ φίλοι του, καὶ διηγήθη ὅσα εἶδε καὶ ἤκουσε κατὰ τὴν διαδρομήν. xyxy=(726,1058,978,1119)
lambropoulou-tagline: Τὸ κέρδος ἐν τῷ καταναλώσει. xyxy=(1156,1115,1394,1131)
academy-year: ΙΙΙ' Ἀκαδημαϊκὸν ἔτος 1911—1912 xyxy=(1171,1326,1379,1340)
body-text: Καὶ τὴν ἡμέραν ἐκείνην ἐπανῆλθεν εἰς τὴν οἰκίαν του, ὅπου τὸν ἀνέμενον οἱ φίλοι του, καὶ διηγήθη ὅσα εἶδε καὶ ἤκουσε κατὰ τὴν διαδρομήν. xyxy=(303,1538,501,1615)
text-column xyxy=(303,1163,501,2324)
ferry-head: ΑΤΜΟΠΛΟΙΑ Ι. ΛΕΟΥΣΗ xyxy=(1279,118,1554,136)
body-text: Καὶ τὴν ἡμέραν ἐκείνην ἐπανῆλθεν εἰς τὴν οἰκίαν του, ὅπου τὸν ἀνέμενον οἱ φίλοι του, καὶ διηγήθη ὅσα εἶδε καὶ ἤκουσε κατὰ τὴν διαδρομήν. xyxy=(20,630,285,691)
body-text: Καὶ τὴν ἡμέραν ἐκείνην ἐπανῆλθεν εἰς τὴν οἰκίαν του, ὅπου τὸν ἀνέμενον οἱ φίλοι του, καὶ διηγήθη ὅσα εἶδε καὶ ἤκουσε κατὰ τὴν διαδρομήν. xyxy=(511,914,708,990)
body-text: Καὶ τὴν ἡμέραν ἐκείνην ἐπανῆλθεν εἰς τὴν οἰκίαν του, ὅπου τὸν ἀνέμενον οἱ φίλοι του, καὶ διηγήθη ὅσα εἶδε καὶ ἤκουσε κατὰ τὴν διαδρομήν. xyxy=(1279,254,1554,315)
body-text: Καὶ τὴν ἡμέραν ἐκείνην ἐπανῆλθεν εἰς τὴν οἰκίαν του, ὅπου τὸν ἀνέμενον οἱ φίλοι του, καὶ διηγήθη ὅσα εἶδε καὶ ἤκουσε κατὰ τὴν διαδρομήν. xyxy=(303,992,501,1069)
feature-kicker: ΑΠΟ ΤΑ ΑΡΙΣΤΟΥΡΓΗΜΑΤΑ ΤΗΣ ΓΑΛΛΙΚΗΣ ΦΙΛΟΛΟΓΙΑΣ xyxy=(303,118,708,153)
body-text: Καὶ τὴν ἡμέραν ἐκείνην ἐπανῆλθεν εἰς τὴν οἰκίαν του, ὅπου τὸν ἀνέμενον οἱ φίλοι του, καὶ διηγήθη ὅσα εἶδε καὶ ἤκουσε κατὰ τὴν διαδρομήν. xyxy=(303,1164,501,1241)
subs-header: ΑΙ ΣΥΝΔΡΟΜΑΙ ΜΑΣ xyxy=(54,281,251,302)
date-month: ΟΚΤΩΒΡΙΟΣ xyxy=(20,229,123,249)
store-number: [2574] xyxy=(1378,1010,1419,1024)
story-headline: Η ΩΡΑΙΑ ΓΕΝΕΒΙΕΒΗ ΤΗΣ ΒΡΑΒΑΝΤΗΣ xyxy=(307,1382,497,1515)
academy-list-item: ΕΜΠΟΡΙΚΗ xyxy=(1233,1359,1317,1375)
text-column xyxy=(511,362,708,1149)
academy-list-item: ΑΡΧΙΤΕΚΤΟΝΙΚΗ xyxy=(1211,1412,1338,1428)
body-text: Καὶ τὴν ἡμέραν ἐκείνην ἐπανῆλθεν εἰς τὴν οἰκίαν του, ὅπου τὸν ἀνέμενον οἱ φίλοι του, καὶ διηγήθη ὅσα εἶδε καὶ ἤκουσε κατὰ τὴν διαδρομήν. xyxy=(726,1841,978,1902)
subs-line: ΔΙΑ ΤΟΥΣ ΕΝ ΡΩΙΑ ή συν- xyxy=(55,302,250,318)
lambropoulou-head: ΣΤΟΥ ΛΑΜΠΡΟΠΟΥΛΟΥ xyxy=(996,1047,1554,1087)
lambropoulou-list xyxy=(996,1102,1554,1115)
body-text: Καὶ τὴν ἡμέραν ἐκείνην ἐπανῆλθεν εἰς τὴν οἰκίαν του, ὅπου τὸν ἀνέμενον οἱ φίλοι του, καὶ διηγήθη ὅσα εἶδε καὶ ἤκουσε κατὰ τὴν διαδρομήν. xyxy=(303,1853,501,1930)
masthead-title: ΣΚΡΙΠ xyxy=(698,18,876,68)
body-text: Καὶ τὴν ἡμέραν ἐκείνην ἐπανῆλθεν εἰς τὴν οἰκίαν του, ὅπου τὸν ἀνέμενον οἱ φίλοι του, καὶ διηγήθη ὅσα εἶδε καὶ ἤκουσε κατὰ τὴν διαδρομήν. xyxy=(511,1322,708,1399)
body-text: Καὶ τὴν ἡμέραν ἐκείνην ἐπανῆλθεν εἰς τὴν οἰκίαν του, ὅπου τὸν ἀνέμενον οἱ φίλοι του, καὶ διηγήθη ὅσα εἶδε καὶ ἤκουσε κατὰ τὴν διαδρομήν. xyxy=(726,1904,978,1965)
body-text: Καὶ τὴν ἡμέραν ἐκείνην ἐπανῆλθεν εἰς τὴν οἰκίαν του, ὅπου τὸν ἀνέμενον οἱ φίλοι του, καὶ διηγήθη ὅσα εἶδε καὶ ἤκουσε κατὰ τὴν διαδρομήν. xyxy=(511,1243,708,1320)
list-item: ΥΠΟΚΑΜΙΣΑ xyxy=(1325,1102,1407,1115)
body-text: Καὶ τὴν ἡμέραν ἐκείνην ἐπανῆλθεν εἰς τὴν οἰκίαν του, ὅπου τὸν ἀνέμενον οἱ φίλοι του, καὶ διηγήθη ὅσα εἶδε καὶ ἤκουσε κατὰ τὴν διαδρομήν. xyxy=(303,2010,501,2087)
subs-persia: ΔΙΑ ΤΟΥΣ ΕΝ ΠΕΡΣΙΑ : xyxy=(68,371,237,387)
body-text: Καὶ τὴν ἡμέραν ἐκείνην ἐπανῆλθεν εἰς τὴν οἰκίαν του, ὅπου τὸν ἀνέμενον οἱ φίλοι του, καὶ διηγήθη ὅσα εἶδε καὶ ἤκουσε κατὰ τὴν διαδρομήν. xyxy=(511,520,708,597)
body-text: Καὶ τὴν ἡμέραν ἐκείνην ἐπανῆλθεν εἰς τὴν οἰκίαν του, ὅπου τὸν ἀνέμενον οἱ φίλοι του, καὶ διηγήθη ὅσα εἶδε καὶ ἤκουσε κατὰ τὴν διαδρομήν. xyxy=(303,1617,501,1694)
body-text: Καὶ τὴν ἡμέραν ἐκείνην ἐπανῆλθεν εἰς τὴν οἰκίαν του, ὅπου τὸν ἀνέμενον οἱ φίλοι του, καὶ διηγήθη ὅσα εἶδε καὶ ἤκουσε κατὰ τὴν διαδρομήν. xyxy=(726,1715,978,1776)
body-text: Καὶ τὴν ἡμέραν ἐκείνην ἐπανῆλθεν εἰς τὴν οἰκίαν του, ὅπου τὸν ἀνέμενον οἱ φίλοι του, καὶ διηγήθη ὅσα εἶδε καὶ ἤκουσε κατὰ τὴν διαδρομήν. xyxy=(726,1184,978,1245)
body-text: Καὶ τὴν ἡμέραν ἐκείνην ἐπανῆλθεν εἰς τὴν οἰκίαν του, ὅπου τὸν ἀνέμενον οἱ φίλοι του, καὶ διηγήθη ὅσα εἶδε καὶ ἤκουσε κατὰ τὴν διαδρομήν. xyxy=(303,363,501,440)
body-text: Καὶ τὴν ἡμέραν ἐκείνην ἐπανῆλθεν εἰς τὴν οἰκίαν του, ὅπου τὸν ἀνέμενον οἱ φίλοι του, καὶ διηγήθη ὅσα εἶδε καὶ ἤκουσε κατὰ τὴν διαδρομήν. xyxy=(303,442,501,518)
stove-head: ΜΗΧΑΝΩΝ ΜΑΓΕΙΡΙΚΗΣ (ΚΟΥΖΙΝΩΝ) xyxy=(1124,656,1425,674)
list-item: ΚΟΛΛΑΡΑ xyxy=(1486,1102,1551,1115)
lambropoulou-address: Γωνία Αἰόλου καὶ Σοφοκλέους xyxy=(1168,1087,1382,1102)
